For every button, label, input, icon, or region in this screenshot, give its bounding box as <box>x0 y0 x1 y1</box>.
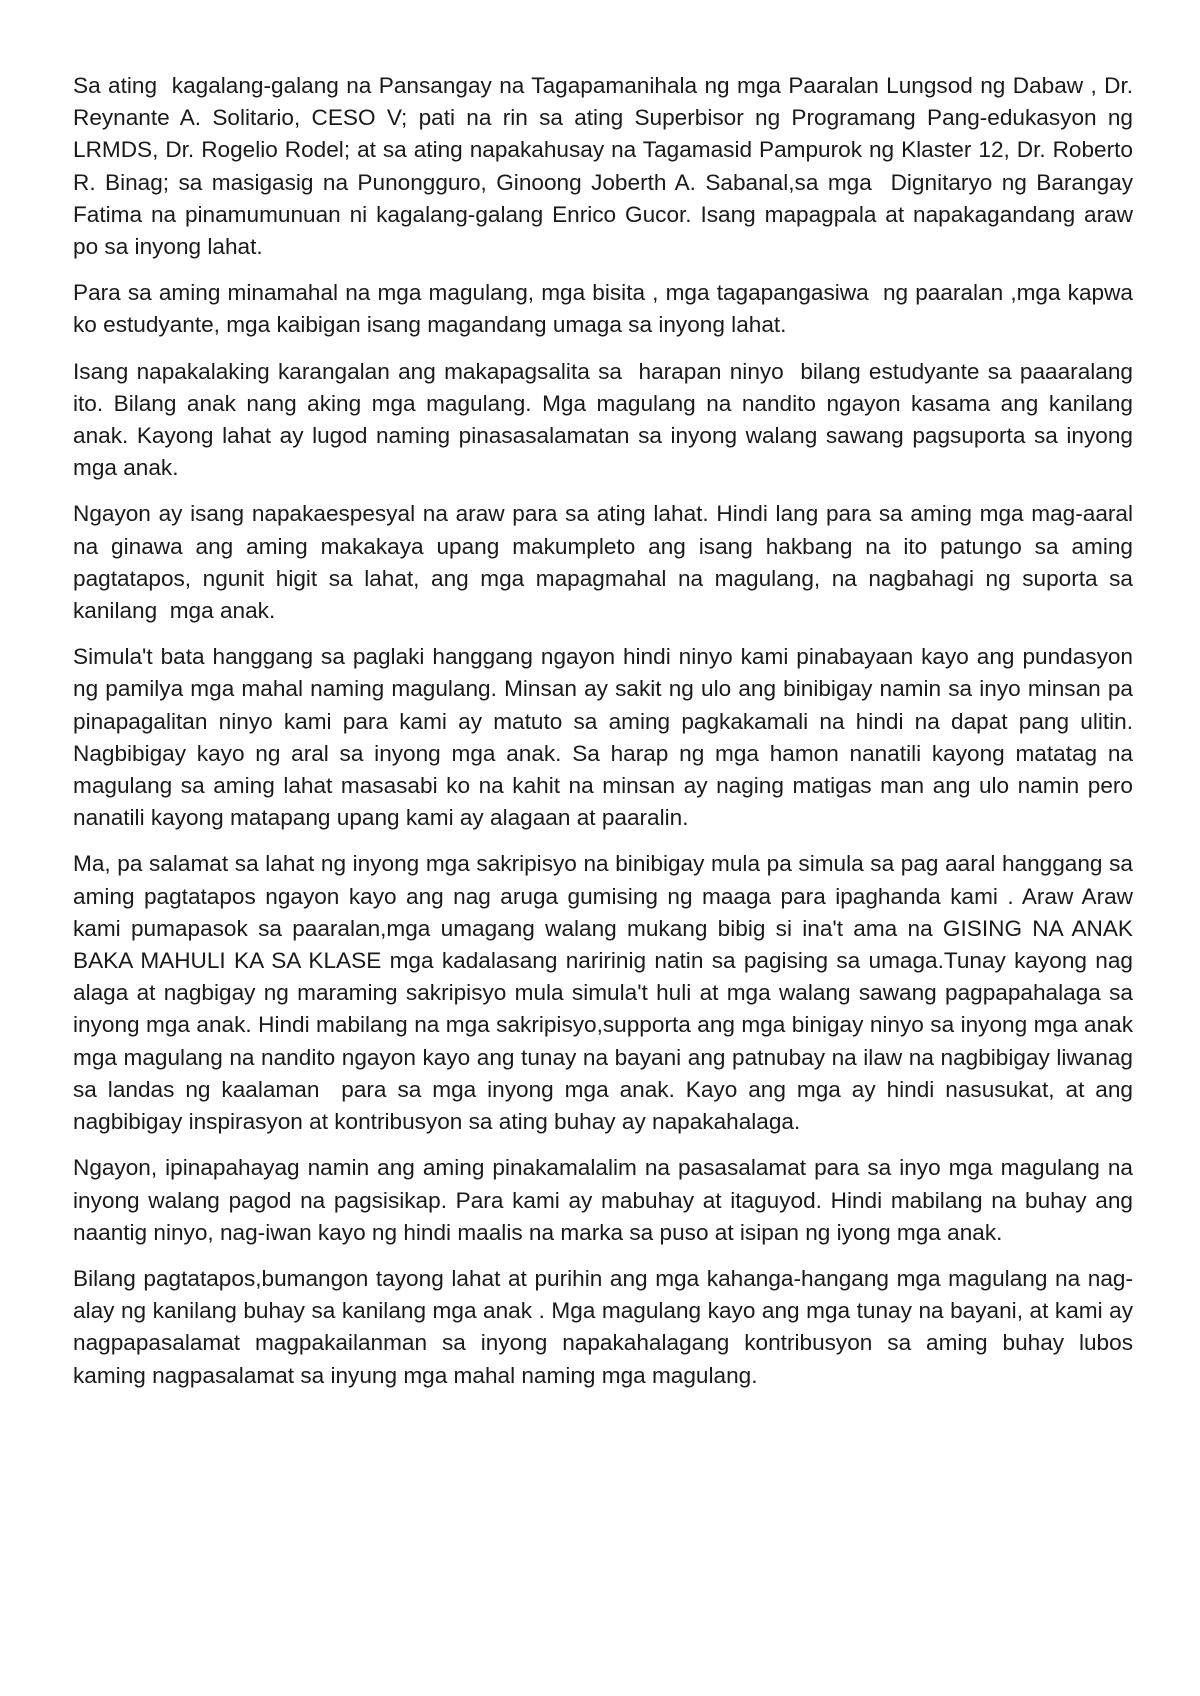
paragraph-special-day: Ngayon ay isang napakaespesyal na araw para sa ating lahat. Hindi lang para sa aming mga mag-aaral na ginawa ang aming makakaya upang makumpleto ang isang hakbang na ito patungo sa aming pagtatapos, ngunit higit sa lahat, ang mga mapagmahal na magulang, na nagbahagi ng suporta sa kanilang mga anak. <box>73 501 1146 624</box>
paragraph-gratitude: Ngayon, ipinapahayag namin ang aming pinakamalalim na pasasalamat para sa inyo mga magulang na inyong walang pagod na pagsisikap. Para kami ay mabuhay at itaguyod. Hindi mabilang na buhay ang naantig ninyo, nag-iwan kayo ng hindi maalis na marka sa puso at isipan ng iyong mga anak. <box>73 1155 1140 1245</box>
paragraph-sacrifices: Ma, pa salamat sa lahat ng inyong mga sakripisyo na binibigay mula pa simula sa pag aaral hanggang sa aming pagtatapos ngayon kayo ang nag aruga gumising ng maaga para ipaghanda kami . Araw Araw kami pumapasok sa paaralan,mga umagang walang mukang bibig si ina't ama na GISING NA ANAK BAKA MAHULI KA SA KLASE mga kadalasang naririnig natin sa pagising sa umaga.Tunay kayong nag alaga at nagbigay ng maraming sakripisyo mula simula't huli at mga walang sawang pagpapahalaga sa inyong mga anak. Hindi mabilang na mga sakripisyo,supporta ang mga binigay ninyo sa inyong mga anak mga magulang na nandito ngayon kayo ang tunay na bayani ang patnubay na ilaw na nagbibigay liwanag sa landas ng kaalaman para sa mga inyong mga anak. Kayo ang mga ay hindi nasusukat, at ang nagbibigay inspirasyon at kontribusyon sa ating buhay ay napakahalaga. <box>73 851 1140 1135</box>
paragraph-greeting-parents: Para sa aming minamahal na mga magulang, mga bisita , mga tagapangasiwa ng paaralan ,mga kapwa ko estudyante, mga kaibigan isang magandang umaga sa inyong lahat. <box>73 280 1140 338</box>
speech-body <box>73 70 1146 1406</box>
paragraph-childhood: Simula't bata hanggang sa paglaki hanggang ngayon hindi ninyo kami pinabayaan kayo ang pundasyon ng pamilya mga mahal naming magulang. Minsan ay sakit ng ulo ang binibigay namin sa inyo minsan pa pinapagalitan ninyo kami para kami ay matuto sa aming pagkakamali na hindi na dapat pang ulitin. Nagbibigay kayo ng aral sa inyong mga anak. Sa harap ng mga hamon nanatili kayong matatag na magulang sa aming lahat masasabi ko na kahit na minsan ay naging matigas man ang ulo namin pero nanatili kayong matapang upang kami ay alagaan at paaralin. <box>73 644 1140 831</box>
paragraph-closing: Bilang pagtatapos,bumangon tayong lahat at purihin ang mga kahanga-hangang mga magulang na nag-alay ng kanilang buhay sa kanilang mga anak . Mga magulang kayo ang mga tunay na bayani, at kami ay nagpapasalamat magpakailanman sa inyong napakahalagang kontribusyon sa aming buhay lubos kaming nagpasalamat sa inyung mga mahal naming mga magulang. <box>73 1265 1140 1388</box>
paragraph-honor: Isang napakalaking karangalan ang makapagsalita sa harapan ninyo bilang estudyante sa paaaralang ito. Bilang anak nang aking mga magulang. Mga magulang na nandito ngayon kasama ang kanilang anak. Kayong lahat ay lugod naming pinasasalamatan sa inyong walang sawang pagsuporta sa inyong mga anak. <box>73 358 1140 481</box>
paragraph-greeting-dignitaries: Sa ating kagalang-galang na Pansangay na Tagapamanihala ng mga Paaralan Lungsod ng Dabaw , Dr. Reynante A. Solitario, CESO V; pati na rin sa ating Superbisor ng Programang Pang-edukasyon ng LRMDS, Dr. Rogelio Rodel; at sa ating napakahusay na Tagamasid Pampurok ng Klaster 12, Dr. Roberto R. Binag; sa masigasig na Punongguro, Ginoong Joberth A. Sabanal,sa mga Dignitaryo ng Barangay Fatima na pinamumunuan ni kagalang-galang Enrico Gucor. Isang mapagpala at napakagandang araw po sa inyong lahat. <box>73 73 1140 260</box>
